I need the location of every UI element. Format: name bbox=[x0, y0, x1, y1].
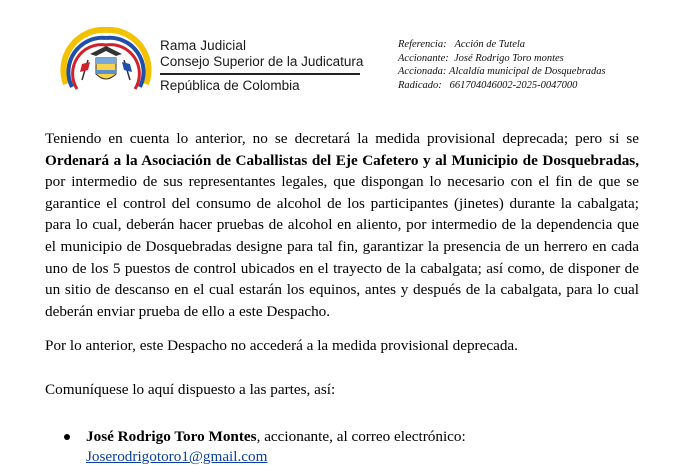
bullet-dot-icon bbox=[64, 434, 70, 440]
document-header bbox=[0, 0, 679, 110]
org-line-consejo: Consejo Superior de la Judicatura bbox=[160, 54, 364, 69]
paragraph-communicate: Comuníquese lo aquí dispuesto a las partes, así: bbox=[45, 381, 336, 398]
party-name: José Rodrigo Toro Montes bbox=[86, 428, 257, 445]
email-link[interactable]: Joserodrigotoro1@gmail.com bbox=[86, 448, 268, 465]
paragraph-denial: Por lo anterior, este Despacho no accederá a la medida provisional deprecada. bbox=[45, 337, 518, 354]
org-line-republica: República de Colombia bbox=[160, 77, 300, 93]
case-reference-block bbox=[398, 38, 606, 92]
document-body bbox=[45, 128, 639, 322]
bold-order-text: Ordenará a la Asociación de Caballistas del Eje Cafetero y al Municipio de Dosquebradas, bbox=[45, 151, 639, 169]
organization-block bbox=[160, 38, 363, 94]
paragraph-order: Teniendo en cuenta lo anterior, no se decretará la medida provisional deprecada; pero si se Ordenará a la Asociación de Caballistas del Eje Cafetero y al Municipio de Dosquebradas, por intermedio de sus representantes legales, que dispongan lo necesario con el fin de que se garantice el control del consumo de alcohol de los participantes (jinetes) durante la cabalgata; para lo cual, deberán hacer pruebas de alcohol en aliento, por intermedio de la dependencia que el municipio de Dosquebradas designe para tal fin, garantizar la presencia de un herrero en cada uno de los 5 puestos de control ubicados en el trayecto de la cabalgata; así como, de disponer de un sitio de descanso en el cual estarán los equinos, antes y después de la cabalgata, para lo cual deberán enviar prueba de ello a este Despacho. bbox=[45, 130, 639, 320]
org-line-rama-judicial: Rama Judicial bbox=[160, 38, 247, 53]
colombia-coat-of-arms-logo bbox=[60, 24, 152, 98]
reference-row: Radicado: 661704046002-2025-0047000 bbox=[398, 79, 578, 91]
reference-row: Referencia: Acción de Tutela bbox=[398, 39, 526, 50]
reference-row: Accionante: José Rodrigo Toro montes bbox=[398, 52, 564, 64]
reference-row: Accionada: Alcaldía municipal de Dosquebradas bbox=[398, 66, 606, 77]
org-divider bbox=[160, 73, 360, 75]
